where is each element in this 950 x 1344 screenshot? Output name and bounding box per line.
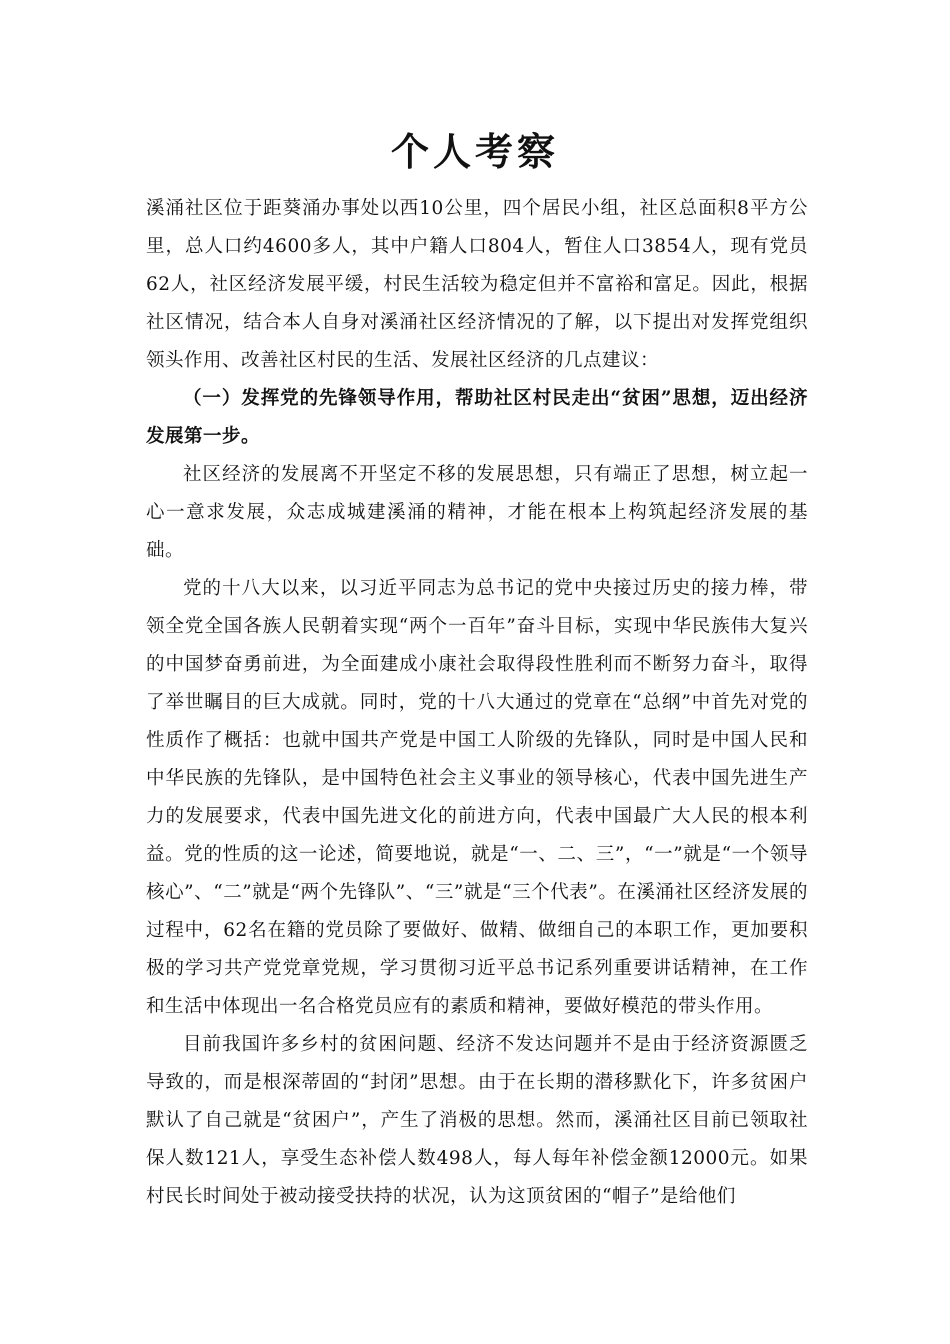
section-heading: （一）发挥党的先锋领导作用，帮助社区村民走出“贫困”思想，迈出经济发展第一步。 (146, 388, 808, 447)
document-body (146, 190, 808, 1216)
body-paragraph: 党的十八大以来，以习近平同志为总书记的党中央接过历史的接力棒，带领全党全国各族人民朝着实现“两个一百年”奋斗目标，实现中华民族伟大复兴的中国梦奋勇前进，为全面建成小康社会取得段性胜利而不断努力奋斗，取得了举世瞩目的巨大成就。同时，党的十八大通过的党章在“总纲”中首先对党的性质作了概括：也就中国共产党是中国工人阶级的先锋队，同时是中国人民和中华民族的先锋队，是中国特色社会主义事业的领导核心，代表中国先进生产力的发展要求，代表中国先进文化的前进方向，代表中国最广大人民的根本利益。党的性质的这一论述，简要地说，就是“一、二、三”，“一”就是“一个领导核心”、“二”就是“两个先锋队”、“三”就是“三个代表”。在溪涌社区经济发展的过程中，62名在籍的党员除了要做好、做精、做细自己的本职工作，更加要积极的学习共产党党章党规，学习贯彻习近平总书记系列重要讲话精神，在工作和生活中体现出一名合格党员应有的素质和精神，要做好模范的带头作用。 (146, 578, 808, 1017)
body-paragraph: 社区经济的发展离不开坚定不移的发展思想，只有端正了思想，树立起一心一意求发展，众志成城建溪涌的精神，才能在根本上构筑起经济发展的基础。 (146, 464, 808, 561)
body-paragraph: 目前我国许多乡村的贫困问题、经济不发达问题并不是由于经济资源匮乏导致的，而是根深蒂固的“封闭”思想。由于在长期的潜移默化下，许多贫困户默认了自己就是“贫困户”，产生了消极的思想。然而，溪涌社区目前已领取社保人数121人，享受生态补偿人数498人，每人每年补偿金额12000元。如果村民长时间处于被动接受扶持的状况，认为这顶贫困的“帽子”是给他们 (146, 1034, 808, 1207)
intro-paragraph: 溪涌社区位于距葵涌办事处以西10公里，四个居民小组，社区总面积8平方公里，总人口约4600多人，其中户籍人口804人，暂住人口3854人，现有党员62人，社区经济发展平缓，村民生活较为稳定但并不富裕和富足。因此，根据社区情况，结合本人自身对溪涌社区经济情况的了解，以下提出对发挥党组织领头作用、改善社区村民的生活、发展社区经济的几点建议： (146, 198, 808, 371)
document-title: 个人考察 (390, 129, 559, 174)
